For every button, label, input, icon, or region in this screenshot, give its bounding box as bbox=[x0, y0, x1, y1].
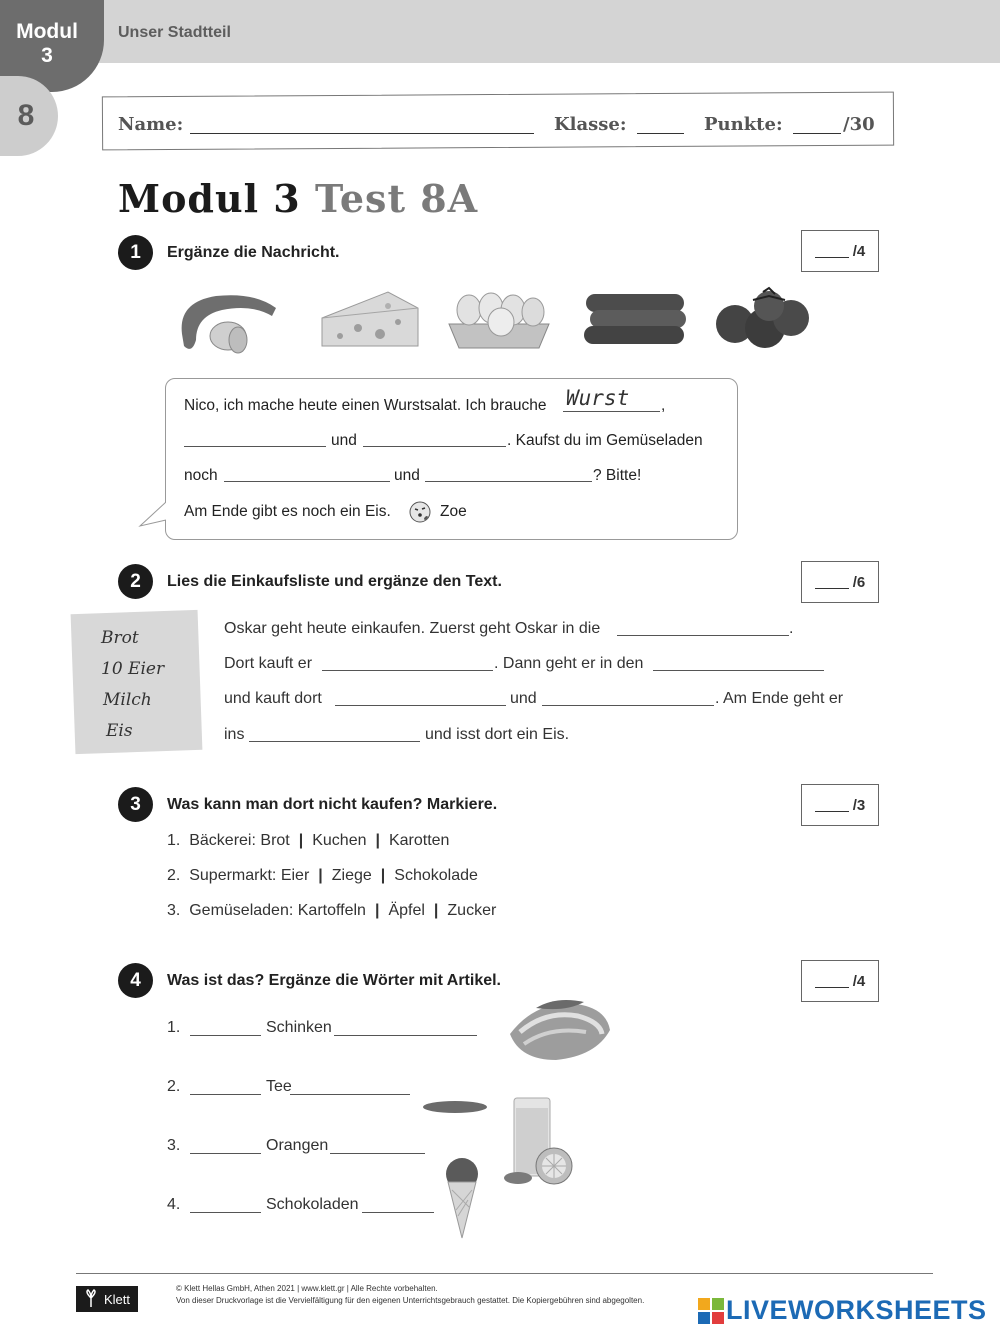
message-line-2: . Kaufst du im Gemüseladen bbox=[507, 432, 703, 449]
task-4-instruction: Was ist das? Ergänze die Wörter mit Artikel. bbox=[167, 972, 501, 989]
task-4-number: 4 bbox=[118, 963, 153, 998]
task-3-score: /3 bbox=[801, 784, 879, 826]
list-item-4: Eis bbox=[106, 721, 133, 741]
blank-4b-article[interactable] bbox=[190, 1094, 261, 1095]
blank-2d[interactable] bbox=[335, 705, 506, 706]
name-field[interactable] bbox=[190, 133, 534, 134]
task-4-word-3: Orangen bbox=[266, 1137, 329, 1154]
task-2-number: 2 bbox=[118, 564, 153, 599]
task-2-instruction: Lies die Einkaufsliste und ergänze den Text. bbox=[167, 573, 502, 590]
list-item-2: 10 Eier bbox=[101, 659, 165, 679]
blank-1c[interactable] bbox=[224, 481, 390, 482]
blank-2e[interactable] bbox=[542, 705, 714, 706]
option[interactable]: Schokolade bbox=[394, 867, 478, 884]
blank-2f[interactable] bbox=[249, 741, 420, 742]
blank-2b[interactable] bbox=[322, 670, 493, 671]
blank-1a[interactable] bbox=[184, 446, 326, 447]
task-3-instruction: Was kann man dort nicht kaufen? Markiere. bbox=[167, 796, 498, 813]
title-part2: Test 8A bbox=[314, 176, 479, 221]
task-3-number: 3 bbox=[118, 787, 153, 822]
klett-logo: Klett bbox=[76, 1286, 138, 1312]
unit-number: 8 bbox=[17, 99, 35, 132]
bubble-tail bbox=[138, 500, 170, 530]
class-label: Klasse: bbox=[554, 114, 627, 135]
word-noch: noch bbox=[184, 467, 218, 484]
blank-4d-end[interactable] bbox=[362, 1212, 434, 1213]
class-field[interactable] bbox=[637, 133, 684, 134]
modul-number: 3 bbox=[41, 44, 53, 67]
task-4-num-2: 2. bbox=[167, 1078, 181, 1095]
list-item-1: Brot bbox=[101, 628, 139, 648]
option[interactable]: Ziege bbox=[331, 867, 372, 884]
text-line-2a: Dort kauft er bbox=[224, 655, 313, 672]
blank-4a-article[interactable] bbox=[190, 1035, 261, 1036]
blank-1b[interactable] bbox=[363, 446, 506, 447]
text-line-1: Oskar geht heute einkaufen. Zuerst geht Oskar in die bbox=[224, 620, 601, 637]
task-4-word-1: Schinken bbox=[266, 1019, 332, 1036]
kiss-emoji-icon bbox=[408, 500, 432, 524]
option[interactable]: Äpfel bbox=[388, 902, 425, 919]
text-line-4a: ins bbox=[224, 726, 245, 743]
task-1-number: 1 bbox=[118, 235, 153, 270]
liveworksheets-logo-icon bbox=[698, 1298, 724, 1324]
message-line-4: Am Ende gibt es noch ein Eis. bbox=[184, 503, 391, 520]
page-title bbox=[118, 176, 478, 221]
blank-4b-end[interactable] bbox=[290, 1094, 410, 1095]
eggs-image bbox=[445, 288, 553, 352]
option[interactable]: Eier bbox=[280, 867, 310, 884]
points-label: Punkte: bbox=[704, 114, 783, 135]
text-line-3a: und kauft dort bbox=[224, 690, 322, 707]
comma: , bbox=[661, 397, 666, 414]
copyright-text: © Klett Hellas GmbH, Athen 2021 | www.klett.gr | Alle Rechte vorbehalten. bbox=[176, 1284, 438, 1293]
text-line-3c: . Am Ende geht er bbox=[715, 690, 844, 707]
breadcrumb: Unser Stadtteil bbox=[118, 24, 231, 41]
task-4-num-3: 3. bbox=[167, 1137, 181, 1154]
orange-juice-image bbox=[500, 1094, 580, 1188]
points-field[interactable] bbox=[793, 133, 841, 134]
ice-cream-image bbox=[442, 1156, 482, 1242]
modul-label: Modul bbox=[16, 20, 78, 43]
task-1-instruction: Ergänze die Nachricht. bbox=[167, 244, 340, 261]
text-line-1-end: . bbox=[789, 620, 794, 637]
option[interactable]: Kartoffeln bbox=[297, 902, 366, 919]
blank-1d[interactable] bbox=[425, 481, 592, 482]
message-line-1: Nico, ich mache heute einen Wurstsalat. Ich brauche bbox=[184, 397, 547, 414]
text-line-3b: und bbox=[510, 690, 537, 707]
task-3-item-1: 1. Bäckerei: Brot | Kuchen | Karotten bbox=[167, 832, 450, 849]
task-4-word-2: Tee bbox=[266, 1078, 292, 1095]
sausage-image bbox=[172, 288, 282, 360]
tomatoes-image bbox=[713, 286, 813, 352]
task-3-item-3: 3. Gemüseladen: Kartoffeln | Äpfel | Zucker bbox=[167, 902, 497, 919]
example-answer: Wurst bbox=[566, 386, 630, 410]
cucumbers-image bbox=[582, 290, 692, 350]
blank-2a[interactable] bbox=[617, 635, 789, 636]
option[interactable]: Brot bbox=[260, 832, 290, 849]
liveworksheets-watermark[interactable]: LIVEWORKSHEETS bbox=[698, 1295, 987, 1326]
option[interactable]: Zucker bbox=[447, 902, 497, 919]
points-total: /30 bbox=[843, 114, 875, 135]
text-line-2b: . Dann geht er in den bbox=[494, 655, 644, 672]
task-4-score: /4 bbox=[801, 960, 879, 1002]
blank-4d-article[interactable] bbox=[190, 1212, 261, 1213]
list-item-3: Milch bbox=[103, 690, 152, 710]
task-4-num-1: 1. bbox=[167, 1019, 181, 1036]
task-2-score: /6 bbox=[801, 561, 879, 603]
task-4-word-4: Schokoladen bbox=[266, 1196, 359, 1213]
blank-4c-article[interactable] bbox=[190, 1153, 261, 1154]
footer-divider bbox=[76, 1273, 933, 1274]
title-part1: Modul 3 bbox=[118, 176, 301, 221]
blank-4a-end[interactable] bbox=[334, 1035, 477, 1036]
word-bitte: ? Bitte! bbox=[593, 467, 642, 484]
task-4-num-4: 4. bbox=[167, 1196, 181, 1213]
signature: Zoe bbox=[440, 503, 467, 520]
blank-2c[interactable] bbox=[653, 670, 824, 671]
license-text: Von dieser Druckvorlage ist die Vervielfältigung für den eigenen Unterrichtsgebrauch gestattet. Die Kopiergebühren sind abgegolten. bbox=[176, 1296, 645, 1305]
word-und-1: und bbox=[331, 432, 357, 449]
ham-image bbox=[506, 994, 614, 1066]
blank-4c-end[interactable] bbox=[330, 1153, 425, 1154]
task-3-item-2: 2. Supermarkt: Eier | Ziege | Schokolade bbox=[167, 867, 478, 884]
option[interactable]: Kuchen bbox=[312, 832, 367, 849]
blank-1-example bbox=[563, 411, 660, 412]
cheese-image bbox=[318, 288, 422, 354]
task-1-score: /4 bbox=[801, 230, 879, 272]
word-und-2: und bbox=[394, 467, 420, 484]
text-line-4b: und isst dort ein Eis. bbox=[425, 726, 570, 743]
klett-clover-icon bbox=[82, 1289, 100, 1309]
tea-image bbox=[420, 1098, 490, 1116]
name-label: Name: bbox=[118, 114, 184, 135]
option[interactable]: Karotten bbox=[388, 832, 450, 849]
